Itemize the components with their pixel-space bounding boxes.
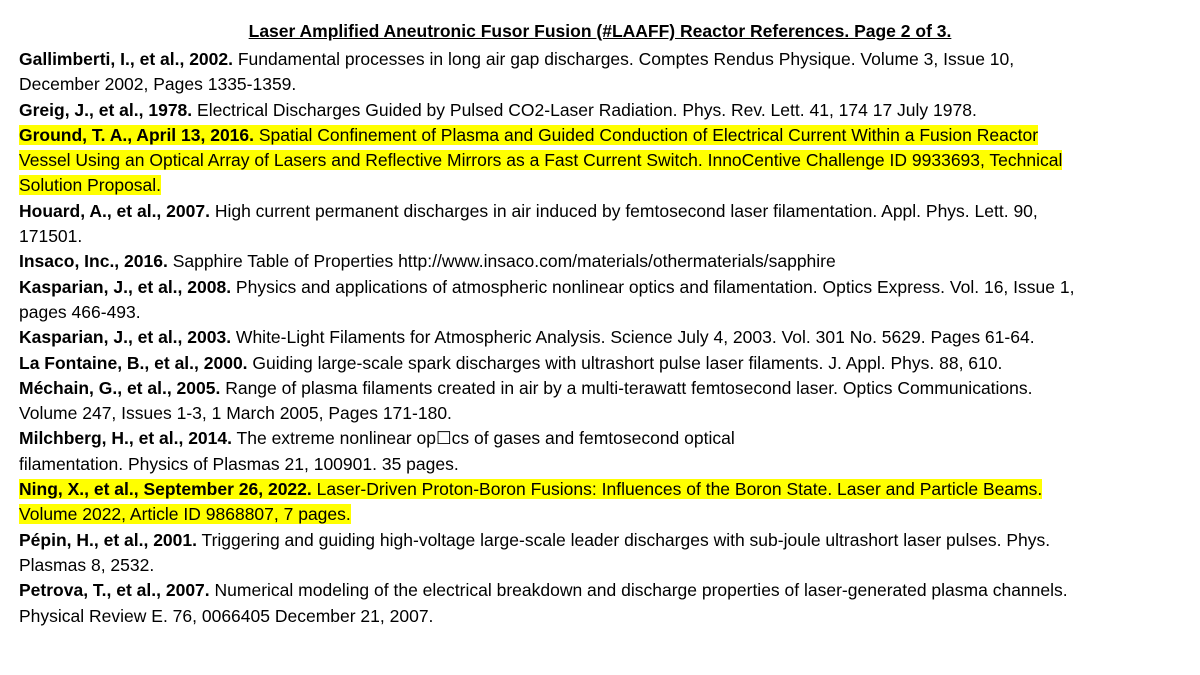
- reference-text: White-Light Filaments for Atmospheric Analysis. Science July 4, 2003. Vol. 301 No. 5629. Pages 61-64.: [231, 327, 1035, 348]
- reference-entry: [19, 325, 1189, 350]
- reference-line-content: [19, 302, 141, 322]
- reference-entry: [19, 376, 1189, 427]
- reference-line: [19, 376, 1189, 401]
- reference-line-content: [19, 580, 1068, 600]
- reference-line-content: [19, 479, 1042, 499]
- reference-line: [19, 249, 1189, 274]
- reference-entry: [19, 123, 1189, 199]
- reference-text: The extreme nonlinear op☐cs of gases and femtosecond optical: [232, 428, 735, 449]
- reference-line: [19, 477, 1189, 502]
- reference-text: filamentation. Physics of Plasmas 21, 100901. 35 pages.: [19, 453, 459, 474]
- reference-line: [19, 553, 1189, 578]
- reference-list: [19, 47, 1189, 629]
- reference-author: La Fontaine, B., et al., 2000.: [19, 352, 248, 373]
- reference-line-content: [19, 125, 1038, 145]
- reference-author: Insaco, Inc., 2016.: [19, 251, 168, 272]
- reference-author: Gallimberti, I., et al., 2002.: [19, 49, 233, 69]
- reference-line: [19, 401, 1189, 426]
- reference-line-content: [19, 327, 1035, 347]
- reference-text: High current permanent discharges in air induced by femtosecond laser filamentation. Appl. Phys. Lett. 90,: [209, 200, 1038, 221]
- reference-line: [19, 502, 1189, 527]
- reference-line-content: [19, 353, 1002, 373]
- reference-line-content: [19, 555, 154, 575]
- reference-author: Méchain, G., et al., 2005.: [19, 377, 221, 398]
- reference-author: Houard, A., et al., 2007.: [19, 200, 210, 221]
- page-title: Laser Amplified Aneutronic Fusor Fusion (#LAAFF) Reactor References. Page 2 of 3.: [248, 21, 952, 41]
- reference-text: Physical Review E. 76, 0066405 December 21, 2007.: [19, 605, 434, 626]
- reference-text: Plasmas 8, 2532.: [19, 554, 155, 575]
- reference-author: Kasparian, J., et al., 2003.: [19, 327, 232, 348]
- reference-author: Ground, T. A., April 13, 2016.: [19, 124, 255, 145]
- reference-entry: [19, 426, 1189, 477]
- reference-line-content: [19, 251, 836, 271]
- reference-line-content: [19, 378, 1033, 398]
- reference-text: Volume 2022, Article ID 9868807, 7 pages.: [19, 504, 351, 525]
- reference-text: Laser-Driven Proton-Boron Fusions: Influences of the Boron State. Laser and Particle Beams.: [311, 479, 1043, 500]
- reference-line: [19, 199, 1189, 224]
- reference-entry: [19, 47, 1189, 98]
- reference-author: Pépin, H., et al., 2001.: [19, 529, 197, 550]
- reference-author: Milchberg, H., et al., 2014.: [19, 428, 232, 449]
- reference-line-content: [19, 504, 351, 524]
- reference-entry: [19, 98, 1189, 123]
- reference-author: Petrova, T., et al., 2007.: [19, 580, 210, 601]
- reference-line: [19, 300, 1189, 325]
- reference-line: [19, 528, 1189, 553]
- reference-line: [19, 72, 1189, 97]
- reference-text: Volume 247, Issues 1-3, 1 March 2005, Pages 171-180.: [19, 403, 452, 424]
- reference-line-content: [19, 201, 1038, 221]
- reference-author: Ning, X., et al., September 26, 2022.: [19, 479, 312, 500]
- reference-line-content: [19, 530, 1050, 550]
- reference-text: 171501.: [19, 226, 83, 247]
- reference-text: Spatial Confinement of Plasma and Guided Conduction of Electrical Current Within a Fusion Reactor: [254, 124, 1039, 145]
- reference-entry: [19, 275, 1189, 326]
- reference-line: [19, 123, 1189, 148]
- reference-line-content: [19, 403, 452, 423]
- reference-line: [19, 224, 1189, 249]
- reference-text: Sapphire Table of Properties http://www.insaco.com/materials/othermaterials/sapphire: [167, 251, 836, 272]
- reference-line-content: [19, 150, 1062, 170]
- reference-line-content: [19, 454, 459, 474]
- reference-entry: [19, 249, 1189, 274]
- reference-line-content: [19, 49, 1014, 69]
- reference-text: Solution Proposal.: [19, 175, 162, 196]
- reference-author: Kasparian, J., et al., 2008.: [19, 276, 232, 297]
- reference-entry: [19, 199, 1189, 250]
- reference-text: Guiding large-scale spark discharges with ultrashort pulse laser filaments. J. Appl. Phys. 88, 610.: [247, 352, 1003, 373]
- reference-line: [19, 452, 1189, 477]
- reference-line: [19, 148, 1189, 173]
- reference-entry: [19, 477, 1189, 528]
- reference-line: [19, 47, 1189, 72]
- reference-entry: [19, 578, 1189, 629]
- reference-line: [19, 604, 1189, 629]
- reference-line-content: [19, 74, 296, 94]
- reference-line-content: [19, 606, 433, 626]
- reference-text: Range of plasma filaments created in air by a multi-terawatt femtosecond laser. Optics Communications.: [220, 377, 1033, 398]
- reference-entry: [19, 351, 1189, 376]
- reference-line: [19, 173, 1189, 198]
- reference-text: Numerical modeling of the electrical breakdown and discharge properties of laser-generated plasma channels.: [209, 580, 1068, 601]
- reference-text: Electrical Discharges Guided by Pulsed CO2-Laser Radiation. Phys. Rev. Lett. 41, 174 17 July 1978.: [192, 99, 977, 120]
- reference-line-content: [19, 428, 735, 448]
- reference-line: [19, 98, 1189, 123]
- reference-text: Fundamental processes in long air gap discharges. Comptes Rendus Physique. Volume 3, Issue 10,: [232, 49, 1015, 69]
- reference-line-content: [19, 277, 1074, 297]
- reference-line-content: [19, 100, 977, 120]
- reference-text: Physics and applications of atmospheric nonlinear optics and filamentation. Optics Express. Vol. 16, Issue 1,: [231, 276, 1075, 297]
- reference-line: [19, 578, 1189, 603]
- reference-line: [19, 275, 1189, 300]
- reference-author: Greig, J., et al., 1978.: [19, 99, 193, 120]
- reference-text: Vessel Using an Optical Array of Lasers and Reflective Mirrors as a Fast Current Switch. InnoCentive Challenge ID 9933693, Technical: [19, 150, 1063, 171]
- reference-line: [19, 426, 1189, 451]
- reference-line: [19, 325, 1189, 350]
- reference-line: [19, 351, 1189, 376]
- reference-line-content: [19, 226, 82, 246]
- reference-text: pages 466-493.: [19, 301, 141, 322]
- reference-text: December 2002, Pages 1335-1359.: [19, 74, 297, 95]
- reference-entry: [19, 528, 1189, 579]
- reference-line-content: [19, 175, 161, 195]
- reference-text: Triggering and guiding high-voltage large-scale leader discharges with sub-joule ultrashort laser pulses. Phys.: [197, 529, 1051, 550]
